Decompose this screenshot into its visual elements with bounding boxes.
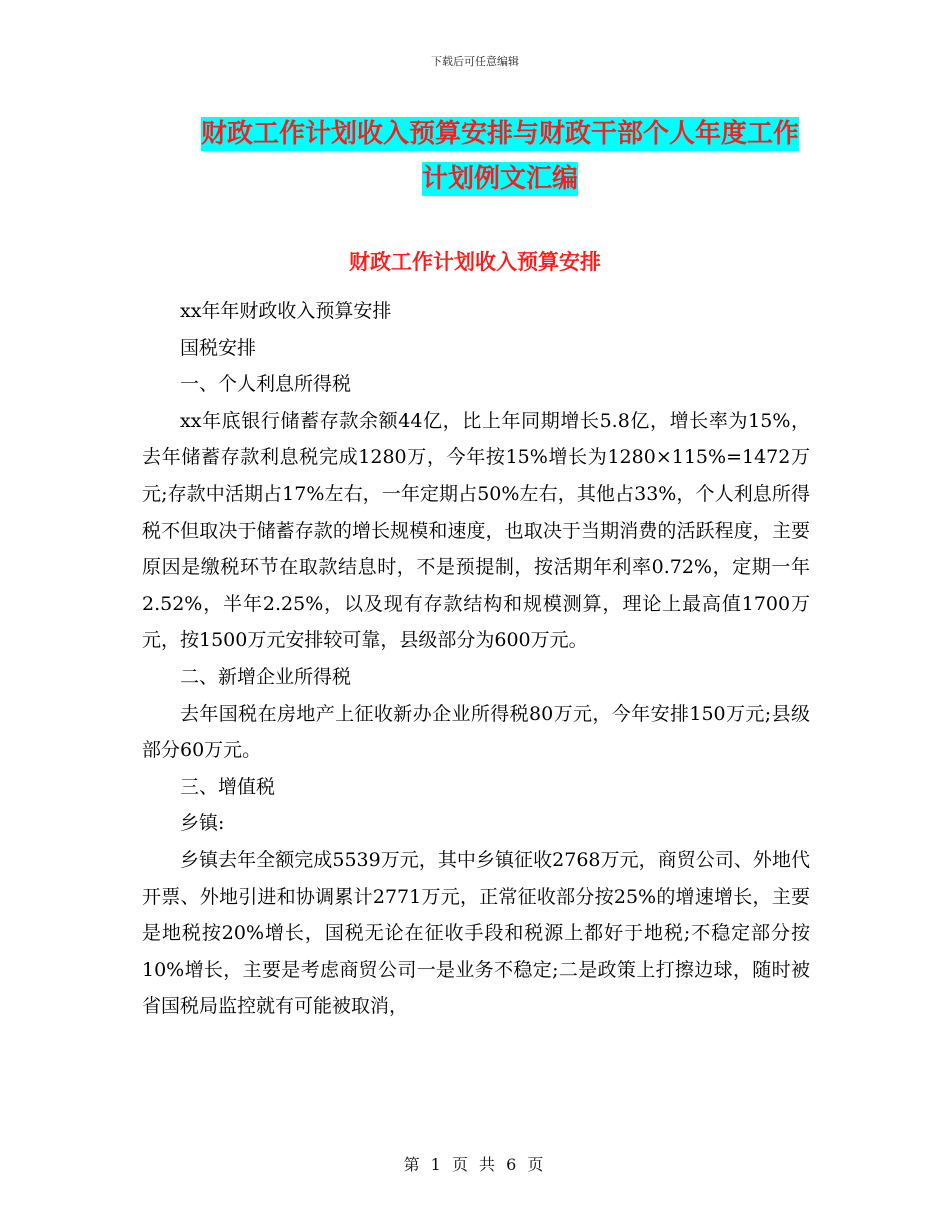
paragraph-heading-national-tax: 国税安排 xyxy=(180,336,257,359)
paragraph-heading-vat: 三、增值税 xyxy=(180,775,276,798)
paragraph-interest-tax-body: xx年底银行储蓄存款余额44亿，比上年同期增长5.8亿，增长率为15%，去年储蓄存款利息税完成1280万，今年按15%增长为1280×115%=1472万元;存款中活期占17%左右，一年定期占50%左右，其他占33%，个人利息所得税不但取决于储蓄存款的增长规模和速度，也取决于当期消费的活跃程度，主要原因是缴税环节在取款结息时，不是预提制，按活期年利率0.72%，定期一年2.52%，半年2.25%，以及现有存款结构和规模测算，理论上最高值1700万元，按1500万元安排较可靠，县级部分为600万元。 xyxy=(142,409,810,652)
page-number: 第 1 页 共 6 页 xyxy=(403,1155,547,1174)
paragraph-heading-enterprise-tax: 二、新增企业所得税 xyxy=(180,665,352,688)
paragraph-heading-interest-tax: 一、个人利息所得税 xyxy=(180,373,352,396)
paragraph-heading-township: 乡镇: xyxy=(180,812,225,835)
page-header-note: 下载后可任意编辑 xyxy=(431,55,519,68)
document-title-line-1: 财政工作计划收入预算安排与财政干部个人年度工作 xyxy=(200,119,799,149)
paragraph-heading-year-plan: xx年年财政收入预算安排 xyxy=(180,300,392,322)
document-title xyxy=(140,112,860,202)
document-title-line-2: 计划例文汇编 xyxy=(421,164,578,194)
paragraph-township-body: 乡镇去年全额完成5539万元，其中乡镇征收2768万元，商贸公司、外地代开票、外地引进和协调累计2771万元，正常征收部分按25%的增速增长，主要是地税按20%增长，国税无论在征收手段和税源上都好于地税;不稳定部分按10%增长，主要是考虑商贸公司一是业务不稳定;二是政策上打擦边球，随时被省国税局监控就有可能被取消， xyxy=(142,848,810,1018)
section-title: 财政工作计划收入预算安排 xyxy=(349,250,601,274)
paragraph-enterprise-tax-body: 去年国税在房地产上征收新办企业所得税80万元，今年安排150万元;县级部分60万元。 xyxy=(142,702,810,762)
document-body xyxy=(142,293,810,1025)
